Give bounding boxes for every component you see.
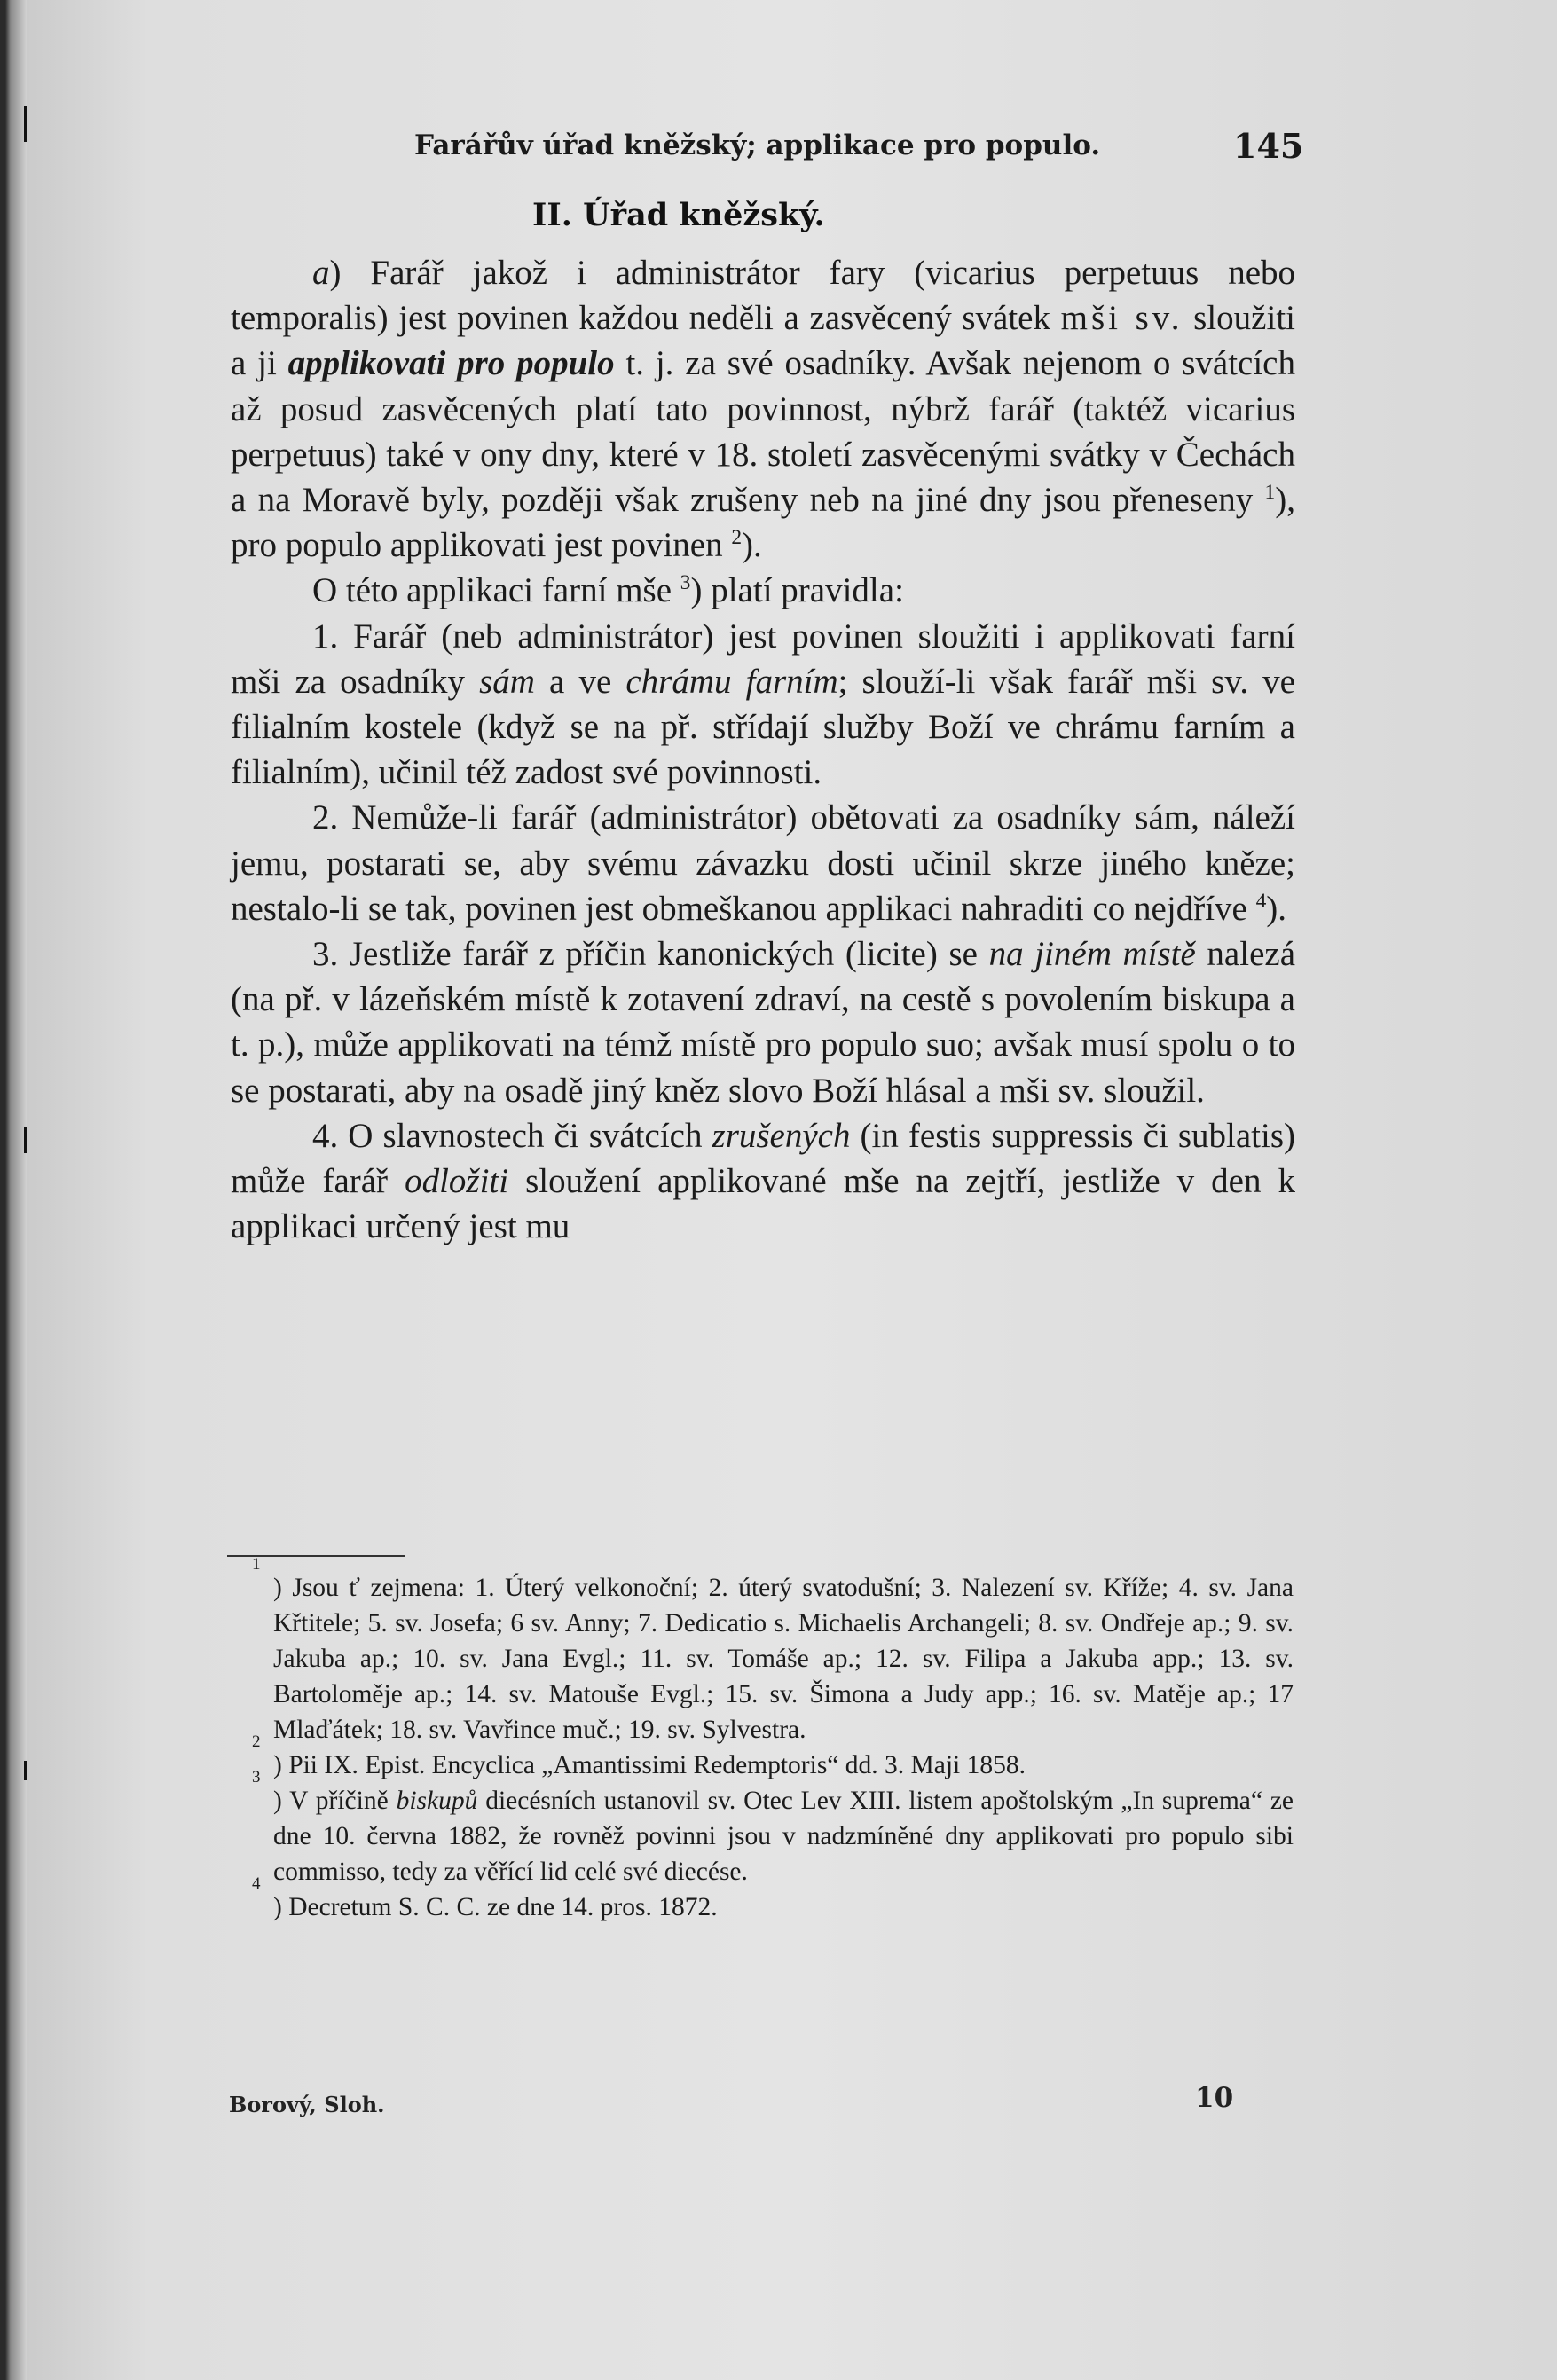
footnotes xyxy=(252,1555,1294,1925)
spaced-text: mši sv. xyxy=(1060,299,1183,338)
text-run: 2. Nemůže-li farář (administrátor) obětovati za osadníky sám, náleží jemu, postarati se, aby svému závazku dosti učinil skrze jiného kněze; nestalo-li se tak, povinen jest obmeškanou applikaci nahraditi co nejdříve xyxy=(231,798,1295,928)
footnote-ref: 3 xyxy=(680,571,691,595)
text-run: nalezá (na př. v lázeňském místě k zotavení zdraví, na cestě s povolením biskupa a t. p.), může applikovati na témž místě pro populo suo; avšak musí spolu o to se postarati, aby na osadě jiný kněz slovo Boží hlásal a mši sv. sloužil. xyxy=(231,935,1296,1110)
section-title: II. Úřad kněžský. xyxy=(532,197,825,233)
italic-text: sám xyxy=(479,662,535,701)
paragraph xyxy=(231,568,1295,613)
footnote-text: diecésních ustanovil sv. Otec Lev XIII. listem apoštolským „In suprema“ ze dne 10. června 1882, že rovněž povinni jsou v nadzmíněné dny applikovati pro populo sibi commisso, tedy za věřící lid celé své diecése. xyxy=(273,1787,1294,1886)
footnote: 4 ) Decretum S. C. C. ze dne 14. pros. 1872. xyxy=(252,1874,718,1921)
running-head: Farářův úřad kněžský; applikace pro populo. xyxy=(414,130,1101,161)
italic-text: biskupů xyxy=(396,1787,478,1815)
text-run: 4. O slavnostech či svátcích xyxy=(312,1116,712,1155)
footnote-text: ) Pii IX. Epist. Encyclica „Amantissimi Redemptoris“ dd. 3. Maji 1858. xyxy=(273,1751,1026,1779)
book-page xyxy=(27,0,1557,2380)
footnote-ref: 2 xyxy=(731,526,743,550)
footnote: 1 ) Jsou ť zejmena: 1. Úterý velkonoční; 2. úterý svatodušní; 3. Nalezení sv. Kříže; 4. sv. Jana Křtitele; 5. sv. Josefa; 6 sv. Anny; 7. Dedicatio s. Michaelis Archangeli; 8. sv. Ondřeje ap.; 9. sv. Jakuba ap.; 10. sv. Jana Evgl.; 11. sv. Tomáše ap.; 12. sv. Filipa a Jakuba app.; 13. sv. Bartoloměje ap.; 14. sv. Matouše Evgl.; 15. sv. Šimona a Judy app.; 16. sv. Matěje ap.; 17 Mlaďátek; 18. sv. Vavřince muč.; 19. sv. Sylvestra. xyxy=(252,1555,1294,1744)
paragraph xyxy=(231,795,1295,931)
text-run: ). xyxy=(742,526,762,565)
italic-text: na jiném místě xyxy=(988,935,1196,974)
sheet-number: 10 xyxy=(1195,2082,1234,2114)
text-run: 1. Farář (neb administrátor) jest povinen sloužiti i applikovati farní mši za osadníky xyxy=(231,617,1295,701)
page-number: 145 xyxy=(1233,126,1304,166)
italic-text: applikovati pro populo xyxy=(287,344,615,383)
text-run: sloužiti a ji xyxy=(231,299,1295,383)
paragraph xyxy=(231,1113,1295,1250)
text-run: O této applikaci farní mše xyxy=(312,571,680,610)
paragraph xyxy=(231,931,1295,1113)
text-run: a ve xyxy=(534,662,626,701)
text-run: t. j. za své osadníky. Avšak nejenom o svátcích až posud zasvěcených platí tato povinnost, nýbrž farář (taktéž vicarius perpetuus) také v ony dny, které v 18. století zasvěcenými svátky v Čechách a na Moravě byly, později však zrušeny neb na jiné dny jsou přeneseny xyxy=(231,344,1295,520)
footnote: 2 ) Pii IX. Epist. Encyclica „Amantissimi Redemptoris“ dd. 3. Maji 1858. xyxy=(252,1732,1026,1779)
footnote-text: ) V příčině xyxy=(273,1787,397,1815)
footnote-ref: 1 xyxy=(1264,481,1276,505)
paragraph-label: a xyxy=(312,254,330,292)
paragraph xyxy=(231,250,1295,568)
text-run: sloužení applikované mše na zejtří, jestliže v den k applikaci určený jest mu xyxy=(231,1162,1295,1246)
footnote-ref: 4 xyxy=(1255,889,1267,913)
footnote-text: ) Decretum S. C. C. ze dne 14. pros. 1872. xyxy=(273,1893,718,1921)
text-run: ; slouží-li však farář mši sv. ve filialním kostele (když se na př. střídají služby Boží ve chrámu farním a filialním), učinil též zadost své povinnosti. xyxy=(231,662,1295,792)
text-run: ), pro populo applikovati jest povinen xyxy=(231,481,1295,565)
text-run: 3. Jestliže farář z příčin kanonických (licite) se xyxy=(312,935,989,974)
italic-text: zrušených xyxy=(712,1116,851,1155)
paragraph xyxy=(231,614,1295,796)
scan-binding-edge xyxy=(0,0,27,2380)
text-run: (in festis suppressis či sublatis) může farář xyxy=(231,1116,1295,1201)
body-text xyxy=(231,250,1295,1249)
printer-signature: Borový, Sloh. xyxy=(229,2092,385,2117)
text-run: ) platí pravidla: xyxy=(690,571,904,610)
text-run: ). xyxy=(1266,889,1287,928)
italic-text: odložiti xyxy=(405,1162,509,1201)
italic-text: chrámu farním xyxy=(625,662,838,701)
text-run: ) Farář jakož i administrátor fary (vicarius perpetuus nebo temporalis) jest povinen každou neděli a zasvěcený svátek xyxy=(231,254,1295,338)
footnote-text: ) Jsou ť zejmena: 1. Úterý velkonoční; 2. úterý svatodušní; 3. Nalezení sv. Kříže; 4. sv. Jana Křtitele; 5. sv. Josefa; 6 sv. Anny; 7. Dedicatio s. Michaelis Archangeli; 8. sv. Ondřeje ap.; 9. sv. Jakuba ap.; 10. sv. Jana Evgl.; 11. sv. Tomáše ap.; 12. sv. Filipa a Jakuba app.; 13. sv. Bartoloměje ap.; 14. sv. Matouše Evgl.; 15. sv. Šimona a Judy app.; 16. sv. Matěje ap.; 17 Mlaďátek; 18. sv. Vavřince muč.; 19. sv. Sylvestra. xyxy=(273,1574,1294,1744)
footnote: 3 ) V příčině biskupů diecésních ustanovil sv. Otec Lev XIII. listem apoštolským „In suprema“ ze dne 10. června 1882, že rovněž povinni jsou v nadzmíněné dny applikovati pro populo sibi commisso, tedy za věřící lid celé své diecése. xyxy=(252,1768,1294,1886)
